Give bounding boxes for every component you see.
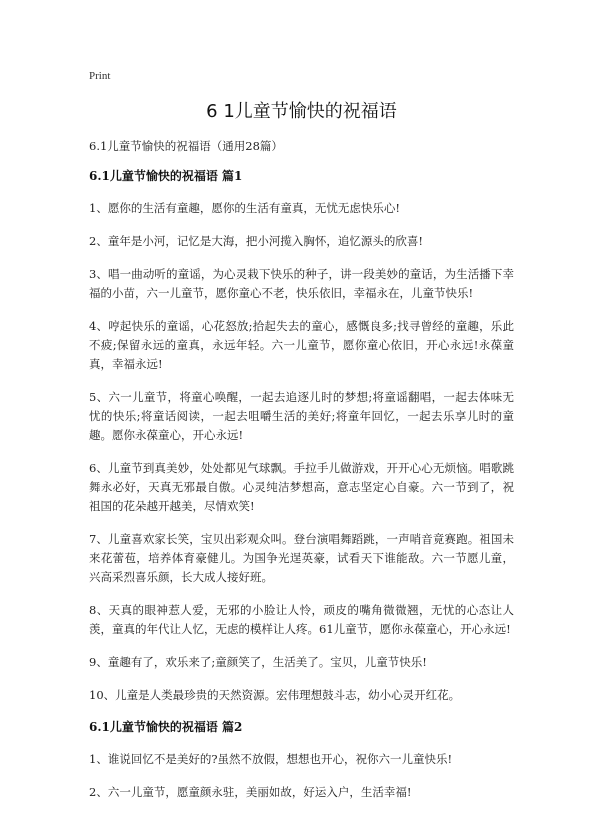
document-page <box>89 68 514 816</box>
section-1 <box>89 168 514 705</box>
paragraph: 5、六一儿童节，将童心唤醒，一起去追逐儿时的梦想;将童谣翻唱，一起去体味无忧的快乐;将童话阅读，一起去咀嚼生活的美好;将童年回忆，一起去乐享儿时的童趣。愿你永葆童心，开心永远! <box>89 390 514 442</box>
paragraph: 1、谁说回忆不是美好的?虽然不放假，想想也开心，祝你六一儿童快乐! <box>89 752 453 766</box>
paragraph: 1、愿你的生活有童趣，愿你的生活有童真，无忧无虑快乐心! <box>89 201 400 215</box>
section-heading: 6.1儿童节愉快的祝福语 篇1 <box>89 169 243 183</box>
section-heading: 6.1儿童节愉快的祝福语 篇2 <box>89 720 243 734</box>
paragraph: 2、童年是小河，记忆是大海，把小河揽入胸怀，追忆源头的欣喜! <box>89 234 423 248</box>
document-subtitle: 6.1儿童节愉快的祝福语（通用28篇） <box>89 139 283 153</box>
paragraph: 6、儿童节到真美妙，处处都见气球飘。手拉手儿做游戏，开开心心无烦恼。唱歌跳舞永必好，天真无邪最自傲。心灵纯洁梦想高，意志坚定心自豪。六一节到了，祝祖国的花朵越开越美，尽情欢笑! <box>89 461 514 513</box>
paragraph: 2、六一儿童节，愿童颜永驻，美丽如故，好运入户，生活幸福! <box>89 785 412 799</box>
paragraph: 10、儿童是人类最珍贵的天然资源。宏伟理想鼓斗志，幼小心灵开红花。 <box>89 688 461 702</box>
paragraph: 8、天真的眼神惹人爱，无邪的小脸让人怜，顽皮的嘴角微微翘，无忧的心态让人羡，童真的年代让人忆，无虑的模样让人疼。61儿童节，愿你永葆童心，开心永远! <box>89 603 514 636</box>
paragraph: 9、童趣有了，欢乐来了;童颜笑了，生活美了。宝贝，儿童节快乐! <box>89 655 427 669</box>
paragraph: 4、哼起快乐的童谣，心花怒放;拾起失去的童心，感慨良多;找寻曾经的童趣，乐此不疲;保留永远的童真，永远年轻。六一儿童节，愿你童心依旧，开心永远!永葆童真，幸福永远! <box>89 319 514 371</box>
print-label[interactable]: Print <box>89 70 111 82</box>
paragraph: 7、儿童喜欢家长笑，宝贝出彩观众叫。登台演唱舞蹈跳，一声哨音竟赛跑。祖国未来花蕾苞，培养体育豪健儿。为国争光逞英豪，试看天下谁能敌。六一节愿儿童，兴高采烈喜乐颜，长大成人接好班。 <box>89 532 514 584</box>
paragraph: 3、唱一曲动听的童谣，为心灵栽下快乐的种子，讲一段美妙的童话，为生活播下幸福的小苗，六一儿童节，愿你童心不老，快乐依旧，幸福永在，儿童节快乐! <box>89 267 514 300</box>
page-title: 6 1儿童节愉快的祝福语 <box>206 101 397 122</box>
section-2 <box>89 719 514 802</box>
